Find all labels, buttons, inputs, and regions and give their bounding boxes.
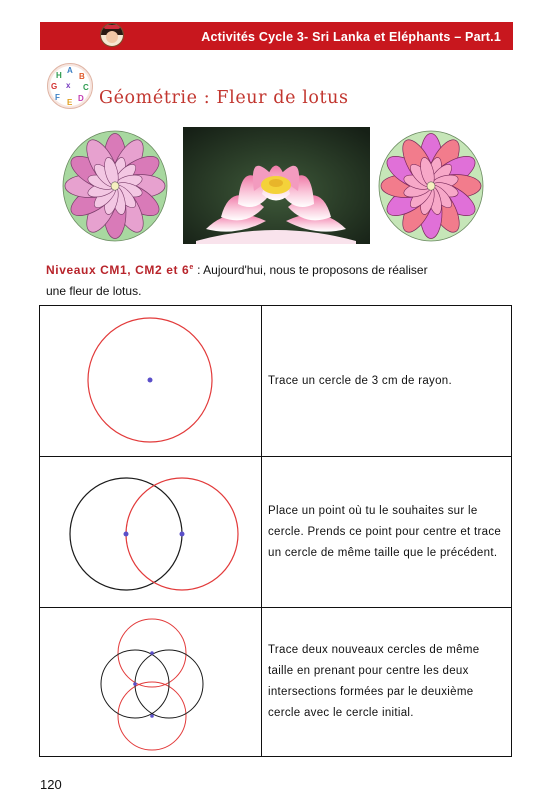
girl-avatar-icon	[100, 23, 124, 47]
point-1	[124, 532, 129, 537]
lotus-mandala-left	[62, 130, 168, 242]
page-number: 120	[40, 777, 62, 792]
intro-text-line2: une fleur de lotus.	[46, 284, 142, 298]
intro-paragraph	[46, 257, 506, 302]
intro-text-line1: : Aujourd'hui, nous te proposons de réaliser	[193, 263, 428, 277]
step-figure	[40, 306, 262, 457]
step-row	[40, 608, 512, 757]
two-circles-figure	[40, 457, 261, 607]
level-label: Niveaux CM1, CM2 et 6e	[46, 263, 194, 277]
lotus-flower-photo	[183, 127, 370, 244]
step-figure	[40, 457, 262, 608]
geometry-wheel-icon: A B C D E F G H x	[47, 63, 93, 109]
step-instruction: Trace un cercle de 3 cm de rayon.	[262, 306, 512, 457]
single-circle-figure	[40, 306, 261, 456]
steps-table	[39, 305, 512, 757]
header-title: Activités Cycle 3- Sri Lanka et Eléphants – Part.1	[201, 30, 501, 44]
step-instruction: Trace deux nouveaux cercles de même taille en prenant pour centre les deux intersections formées par le deuxième cercle avec le cercle initial.	[262, 608, 512, 757]
four-circles-figure	[40, 608, 261, 756]
section-title: Géométrie : Fleur de lotus	[99, 88, 349, 108]
step-row	[40, 306, 512, 457]
step-row	[40, 457, 512, 608]
lotus-mandala-right	[378, 130, 484, 242]
step-instruction: Place un point où tu le souhaites sur le cercle. Prends ce point pour centre et trace un cercle de même taille que le précédent.	[262, 457, 512, 608]
point-2	[180, 532, 185, 537]
header-bar	[40, 22, 513, 50]
center-point	[148, 378, 153, 383]
step-figure	[40, 608, 262, 757]
